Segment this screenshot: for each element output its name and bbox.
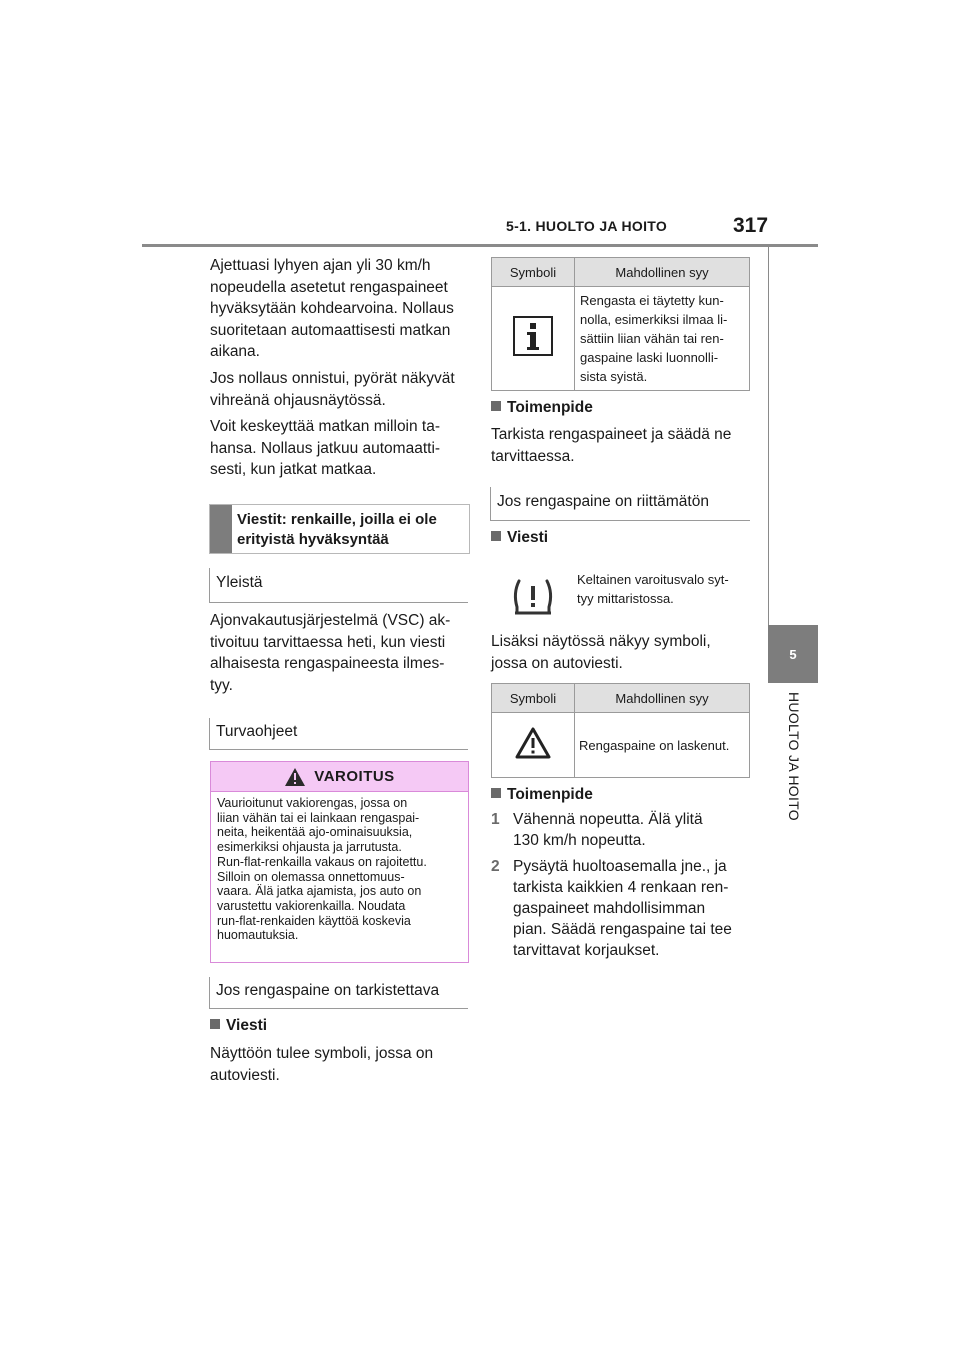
chapter-number: 5 bbox=[789, 646, 797, 662]
subheading-message: Viesti bbox=[210, 1017, 267, 1035]
table-header-cause: Mahdollinen syy bbox=[575, 684, 750, 713]
topic-safety: Turvaohjeet bbox=[209, 718, 468, 750]
paragraph-interrupt: Voit keskeyttää matkan milloin ta- hansa. Nollaus jatkuu automaatti- sesti, kun jatkat matkaa. bbox=[210, 418, 441, 478]
table-header-symbol: Symboli bbox=[492, 684, 575, 713]
section-title-box bbox=[209, 504, 470, 554]
warning-title: VAROITUS bbox=[314, 768, 395, 785]
symbol-table-2 bbox=[491, 683, 750, 778]
paragraph-check-pressures: Tarkista rengaspaineet ja säädä ne tarvittaessa. bbox=[491, 426, 732, 465]
warning-text: Vaurioitunut vakiorengas, jossa on liian vähän tai ei lainkaan rengaspai- neita, heikentää ajo-ominaisuuksia, esimerkiksi ohjausta ja jarrutusta. Run-flat-renkailla vakaus on rajoitettu. Silloin on olemassa onnettomuus- vaara. Älä jatka ajamista, jos auto on varustettu vakiorenkailla. Noudata run-flat-renkaiden käyttöä koskevia huomautuksia. bbox=[217, 796, 427, 943]
paragraph-reset-success: Jos nollaus onnistui, pyörät näkyvät vihreänä ohjausnäytössä. bbox=[210, 370, 455, 409]
section-title: Viestit: renkaille, joilla ei ole erityistä hyväksyntää bbox=[237, 511, 437, 548]
section-header: 5-1. HUOLTO JA HOITO bbox=[506, 218, 668, 234]
topic-insufficient-pressure: Jos rengaspaine on riittämätön bbox=[490, 487, 750, 521]
bullet-square-icon bbox=[210, 1019, 220, 1029]
cause-cell: Rengasta ei täytetty kun- nolla, esimerkiksi ilmaa li- sättiin liian vähän tai ren- gaspaine laski luonnolli- sista syistä. bbox=[575, 287, 750, 391]
step-number: 1 bbox=[491, 811, 500, 828]
warning-triangle-icon bbox=[514, 726, 552, 760]
symbol-table-1 bbox=[491, 257, 750, 391]
topic-general: Yleistä bbox=[209, 568, 468, 603]
step-number: 2 bbox=[491, 858, 500, 875]
info-icon bbox=[513, 316, 553, 356]
page-number: 317 bbox=[733, 214, 769, 237]
subheading-action-2: Toimenpide bbox=[491, 786, 593, 804]
table-header-cause: Mahdollinen syy bbox=[575, 258, 750, 287]
warning-header bbox=[211, 762, 468, 792]
paragraph-symbol-shown: Näyttöön tulee symboli, jossa on autoviesti. bbox=[210, 1045, 434, 1084]
tire-pressure-warning-icon bbox=[511, 577, 555, 617]
step-1 bbox=[491, 809, 753, 849]
table-header-symbol: Symboli bbox=[492, 258, 575, 287]
bullet-square-icon bbox=[491, 531, 501, 541]
chapter-title: HUOLTO JA HOITO bbox=[786, 692, 802, 821]
header-rule bbox=[142, 244, 818, 247]
warning-box bbox=[210, 761, 469, 963]
cause-cell: Rengaspaine on laskenut. bbox=[575, 713, 750, 778]
paragraph-symbol-displayed: Lisäksi näytössä näkyy symboli, jossa on autoviesti. bbox=[491, 633, 711, 672]
symbol-cell bbox=[492, 713, 575, 778]
step-text: Vähennä nopeutta. Älä ylitä 130 km/h nopeutta. bbox=[513, 811, 703, 849]
chapter-tab bbox=[768, 625, 818, 683]
step-text: Pysäytä huoltoasemalla jne., ja tarkista kaikkien 4 renkaan ren- gaspaineet mahdollisimman pian. Säädä rengaspaine tai tee tarvittavat korjaukset. bbox=[513, 858, 732, 959]
warning-triangle-icon bbox=[284, 767, 306, 787]
topic-check-pressure: Jos rengaspaine on tarkistettava bbox=[209, 977, 468, 1009]
bullet-square-icon bbox=[491, 788, 501, 798]
symbol-cell bbox=[492, 287, 575, 391]
subheading-message-2: Viesti bbox=[491, 529, 548, 547]
section-bar bbox=[210, 505, 232, 553]
subheading-action: Toimenpide bbox=[491, 399, 593, 417]
side-tab-line bbox=[768, 246, 818, 626]
step-2 bbox=[491, 856, 753, 959]
bullet-square-icon bbox=[491, 401, 501, 411]
paragraph-target-values: Ajettuasi lyhyen ajan yli 30 km/h nopeudella asetetut rengaspaineet hyväksytään kohdearvoina. Nollaus suoritetaan automaattisesti matkan aikana. bbox=[210, 257, 454, 360]
indicator-description: Keltainen varoitusvalo syt- tyy mittaristossa. bbox=[577, 572, 729, 606]
paragraph-vsc: Ajonvakautusjärjestelmä (VSC) ak- tivoituu tarvittaessa heti, kun viesti alhaisesta rengaspaineesta ilmes- tyy. bbox=[210, 612, 451, 694]
